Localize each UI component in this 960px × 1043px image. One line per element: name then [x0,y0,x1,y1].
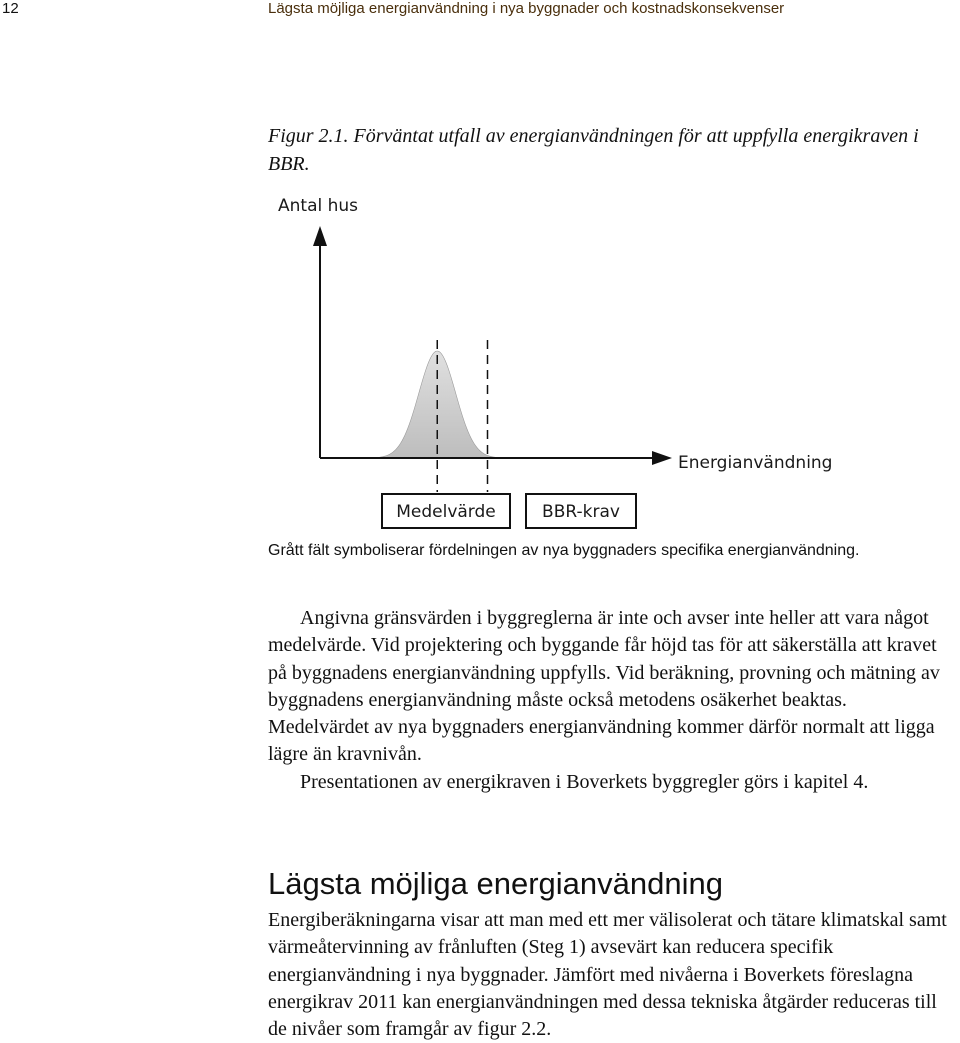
body-paragraph-2: Presentationen av energikraven i Boverkets byggregler görs i kapitel 4. [300,770,869,793]
x-axis-label: Energianvändning [678,453,833,473]
running-title: Lägsta möjliga energianvändning i nya byggnader och kostnadskonsekvenser [268,0,785,17]
figure-legend: Grått fält symboliserar fördelningen av nya byggnaders specifika energianvändning. [268,542,860,559]
section-heading: Lägsta möjliga energianvändning [268,866,723,901]
body-paragraph-1: Angivna gränsvärden i byggreglerna är inte och avser inte heller att vara något medelvärde. Vid projektering och byggande får höjd tas för att säkerställa att kravet på byggnadens energianvändning uppfylls. Vid beräkning, provning och mätning av byggnadens energianvändning måste också metodens osäkerhet beaktas. Medelvärdet av nya byggnaders energianvändning kommer därför normalt att ligga lägre än kravnivån. [268,607,940,766]
page-header [0,0,960,20]
bbr-krav-label: BBR-krav [542,502,620,522]
medelvarde-label: Medelvärde [396,502,496,522]
section-paragraph: Energiberäkningarna visar att man med ett mer välisolerat och tätare klimatskal samt värmeåtervinning av frånluften (Steg 1) avsevärt kan reducera specifik energianvändning i nya byggnader. Jämfört med nivåerna i Boverkets föreslagna energikrav 2011 kan energianvändningen med dessa tekniska åtgärder reduceras till de nivåer som framgår av figur 2.2. [268,909,947,1041]
y-axis-label: Antal hus [278,196,359,216]
page-number: 12 [2,0,19,17]
distribution-chart [270,188,870,534]
distribution-figure [270,188,870,534]
y-axis-arrowhead [313,226,327,246]
figure-caption: Figur 2.1. Förväntat utfall av energianvändningen för att uppfylla energikraven i BBR. [268,125,919,175]
body-text [268,605,950,796]
x-axis-arrowhead [652,451,672,465]
